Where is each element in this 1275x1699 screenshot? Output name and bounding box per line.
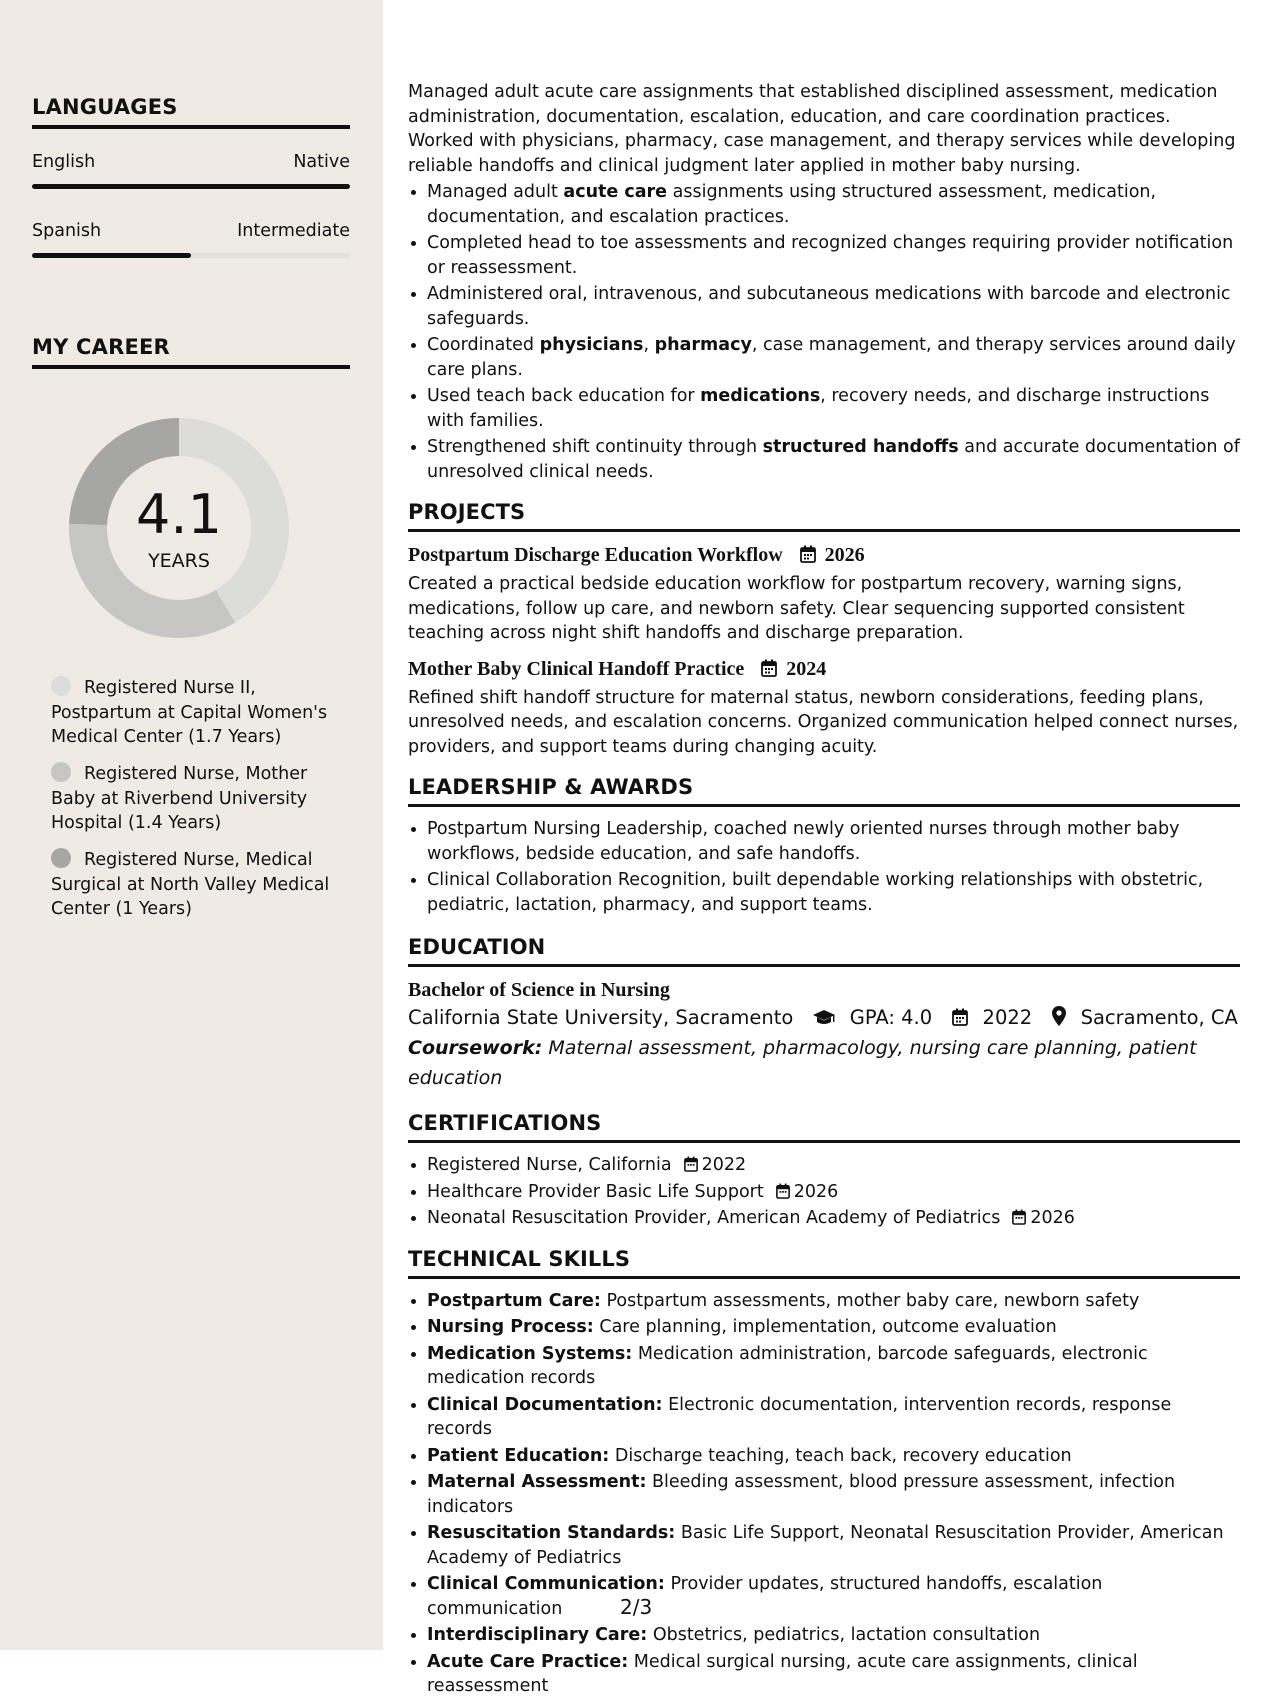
project-title-row xyxy=(408,656,1240,682)
legend-dot-icon xyxy=(51,848,71,868)
career-donut-chart xyxy=(65,414,293,642)
list-item xyxy=(427,333,1240,382)
bullet-text: assignments using structured assessment, medication, documentation, and escalation practices. xyxy=(427,182,1157,227)
skill-label: Postpartum Care: xyxy=(427,1290,601,1311)
skills-list xyxy=(408,1289,1240,1699)
skills-heading: TECHNICAL SKILLS xyxy=(408,1247,1240,1279)
leadership-heading: LEADERSHIP & AWARDS xyxy=(408,775,1240,807)
coursework-label: Coursework: xyxy=(408,1037,543,1059)
project-year: 2024 xyxy=(786,657,827,680)
skill-text: Medical surgical nursing, acute care assignments, clinical reassessment xyxy=(427,1651,1138,1696)
skill-label: Acute Care Practice: xyxy=(427,1651,629,1672)
list-item xyxy=(427,1315,1240,1340)
certifications-heading: CERTIFICATIONS xyxy=(408,1111,1240,1143)
legend-dot-icon xyxy=(51,676,71,696)
list-item xyxy=(427,1623,1240,1648)
bullet-text: Coordinated xyxy=(427,335,540,355)
project-title-row xyxy=(408,542,1240,568)
list-item xyxy=(427,1289,1240,1314)
list-item xyxy=(427,435,1240,484)
career-total-years: 4.1 xyxy=(136,483,222,546)
graduation-cap-icon xyxy=(812,1009,836,1027)
page-number: 2/3 xyxy=(620,1595,653,1619)
bullet-bold: pharmacy xyxy=(654,335,752,355)
skill-text: Obstetrics, pediatrics, lactation consultation xyxy=(652,1625,1041,1645)
list-item xyxy=(427,1153,1240,1178)
bullet-text: Used teach back education for xyxy=(427,386,701,406)
skill-label: Clinical Documentation: xyxy=(427,1394,663,1415)
bullet-text: Administered oral, intravenous, and subcutaneous medications with barcode and electronic safeguards. xyxy=(427,284,1231,329)
education-meta-row xyxy=(408,1003,1240,1033)
career-legend-label: Registered Nurse, Mother Baby at Riverbend University Hospital (1.4 Years) xyxy=(51,764,308,833)
skill-label: Maternal Assessment: xyxy=(427,1472,647,1492)
language-level: Intermediate xyxy=(237,221,350,241)
graduation-year: 2022 xyxy=(982,1006,1033,1029)
education-heading: EDUCATION xyxy=(408,935,1240,967)
calendar-icon xyxy=(1012,1209,1026,1225)
career-legend-item xyxy=(51,848,341,922)
list-item xyxy=(427,1342,1240,1391)
experience-summary: Managed adult acute care assignments that established disciplined assessment, medication administration, documentation, escalation, education, and care coordination practices. Worked with physicians, pharmacy, case management, and therapy services while developing reliable handoffs and clinical judgment later applied in mother baby nursing. xyxy=(408,82,1236,176)
skill-text: Electronic documentation, intervention records, response records xyxy=(427,1394,1172,1439)
skill-text: Postpartum assessments, mother baby care, newborn safety xyxy=(606,1290,1140,1311)
bullet-bold: medications xyxy=(700,386,821,406)
list-item xyxy=(427,231,1240,280)
project-description: Created a practical bedside education workflow for postpartum recovery, warning signs, medications, follow up care, and newborn safety. Clear sequencing supported consistent teaching across night shift handoffs and discharge preparation. xyxy=(408,574,1185,643)
cert-name: Registered Nurse, California xyxy=(427,1155,672,1175)
sidebar xyxy=(0,0,383,1650)
career-legend-label: Registered Nurse II, Postpartum at Capital Women's Medical Center (1.7 Years) xyxy=(51,678,328,747)
list-item: • Clinical Collaboration Recognition, built dependable working relationships with obstetric, pediatric, lactation, pharmacy, and support teams. xyxy=(427,868,1240,917)
skill-label: Clinical Communication: xyxy=(427,1574,665,1594)
list-item xyxy=(427,1180,1240,1205)
certifications-list xyxy=(408,1153,1240,1231)
bullet-bold: physicians xyxy=(539,335,644,355)
bullet-text: , case management, and therapy services around daily care plans. xyxy=(427,335,1236,380)
location-pin-icon xyxy=(1052,1006,1066,1026)
list-item xyxy=(427,1470,1240,1519)
bullet-text: Completed head to toe assessments and recognized changes requiring provider notification or reassessment. xyxy=(427,233,1234,278)
career-legend-item xyxy=(51,676,341,750)
calendar-icon xyxy=(952,1008,968,1026)
bullet-text: , xyxy=(643,335,655,355)
school-location: Sacramento, CA xyxy=(1080,1006,1238,1029)
calendar-icon xyxy=(684,1156,698,1172)
cert-name: Healthcare Provider Basic Life Support xyxy=(427,1181,764,1202)
list-item xyxy=(427,1444,1240,1469)
skill-text: Care planning, implementation, outcome evaluation xyxy=(599,1317,1057,1337)
language-bar-english xyxy=(32,184,350,189)
skill-text: Medication administration, barcode safeguards, electronic medication records xyxy=(427,1343,1148,1388)
skill-text: Basic Life Support, Neonatal Resuscitation Provider, American Academy of Pediatrics xyxy=(427,1523,1224,1568)
languages-heading: LANGUAGES xyxy=(32,95,350,129)
project-title: Mother Baby Clinical Handoff Practice xyxy=(408,657,745,680)
language-bar-fill xyxy=(32,253,191,258)
project-year: 2026 xyxy=(824,544,865,566)
career-legend-label: Registered Nurse, Medical Surgical at North Valley Medical Center (1 Years) xyxy=(51,850,330,919)
skill-text: Bleeding assessment, blood pressure assessment, infection indicators xyxy=(427,1472,1176,1517)
bullet-text: and accurate documentation of unresolved clinical needs. xyxy=(427,437,1240,482)
projects-heading: PROJECTS xyxy=(408,500,1240,532)
skill-label: Medication Systems: xyxy=(427,1343,633,1364)
language-bar-spanish xyxy=(32,253,350,258)
degree-title: Bachelor of Science in Nursing xyxy=(408,979,670,1001)
list-item xyxy=(427,1650,1240,1699)
bullet-bold: acute care xyxy=(563,182,668,202)
cert-year: 2022 xyxy=(701,1155,747,1175)
calendar-icon xyxy=(776,1183,790,1199)
skill-label: Patient Education: xyxy=(427,1445,610,1466)
bullet-bold: structured handoffs xyxy=(762,437,959,457)
language-name: English xyxy=(32,152,96,172)
bullet-text: , recovery needs, and discharge instructions with families. xyxy=(427,386,1210,431)
language-bar-fill xyxy=(32,184,350,189)
leadership-list xyxy=(408,817,1240,917)
list-item xyxy=(427,384,1240,433)
skill-label: Resuscitation Standards: xyxy=(427,1523,676,1543)
cert-year: 2026 xyxy=(1030,1208,1075,1228)
cert-year: 2026 xyxy=(793,1181,839,1202)
school-name: California State University, Sacramento xyxy=(408,1006,794,1029)
list-item: • Postpartum Nursing Leadership, coached newly oriented nurses through mother baby workflows, bedside education, and safe handoffs. xyxy=(427,817,1240,866)
list-item xyxy=(427,1521,1240,1570)
list-item xyxy=(427,282,1240,331)
language-row-spanish xyxy=(32,221,350,241)
legend-dot-icon xyxy=(51,762,71,782)
list-item xyxy=(427,1572,1240,1621)
coursework-text: Maternal assessment, pharmacology, nursing care planning, patient education xyxy=(408,1037,1197,1089)
list-item xyxy=(427,180,1240,229)
main-content xyxy=(408,80,1240,1699)
language-level: Native xyxy=(293,152,350,172)
skill-text: Discharge teaching, teach back, recovery education xyxy=(614,1445,1072,1466)
list-item xyxy=(427,1393,1240,1442)
cert-name: Neonatal Resuscitation Provider, American Academy of Pediatrics xyxy=(427,1208,1001,1228)
list-item xyxy=(427,1206,1240,1231)
career-heading: MY CAREER xyxy=(32,335,350,369)
language-name: Spanish xyxy=(32,221,102,241)
experience-bullets xyxy=(408,180,1240,484)
bullet-text: Managed adult xyxy=(427,182,564,202)
project-title: Postpartum Discharge Education Workflow xyxy=(408,544,783,566)
project-description: Refined shift handoff structure for maternal status, newborn considerations, feeding plans, unresolved needs, and escalation concerns. Organized communication helped connect nurses, providers, and support teams during changing acuity. xyxy=(408,687,1239,757)
gpa: GPA: 4.0 xyxy=(849,1006,933,1029)
calendar-icon xyxy=(761,659,777,677)
career-legend-item xyxy=(51,762,341,836)
career-total-unit: YEARS xyxy=(148,550,210,572)
language-row-english xyxy=(32,152,350,172)
skill-label: Interdisciplinary Care: xyxy=(427,1625,648,1645)
skill-label: Nursing Process: xyxy=(427,1317,594,1337)
coursework-row xyxy=(408,1033,1240,1093)
calendar-icon xyxy=(800,545,816,563)
skill-text: Provider updates, structured handoffs, escalation communication xyxy=(427,1574,1103,1619)
bullet-text: Strengthened shift continuity through xyxy=(427,437,763,457)
